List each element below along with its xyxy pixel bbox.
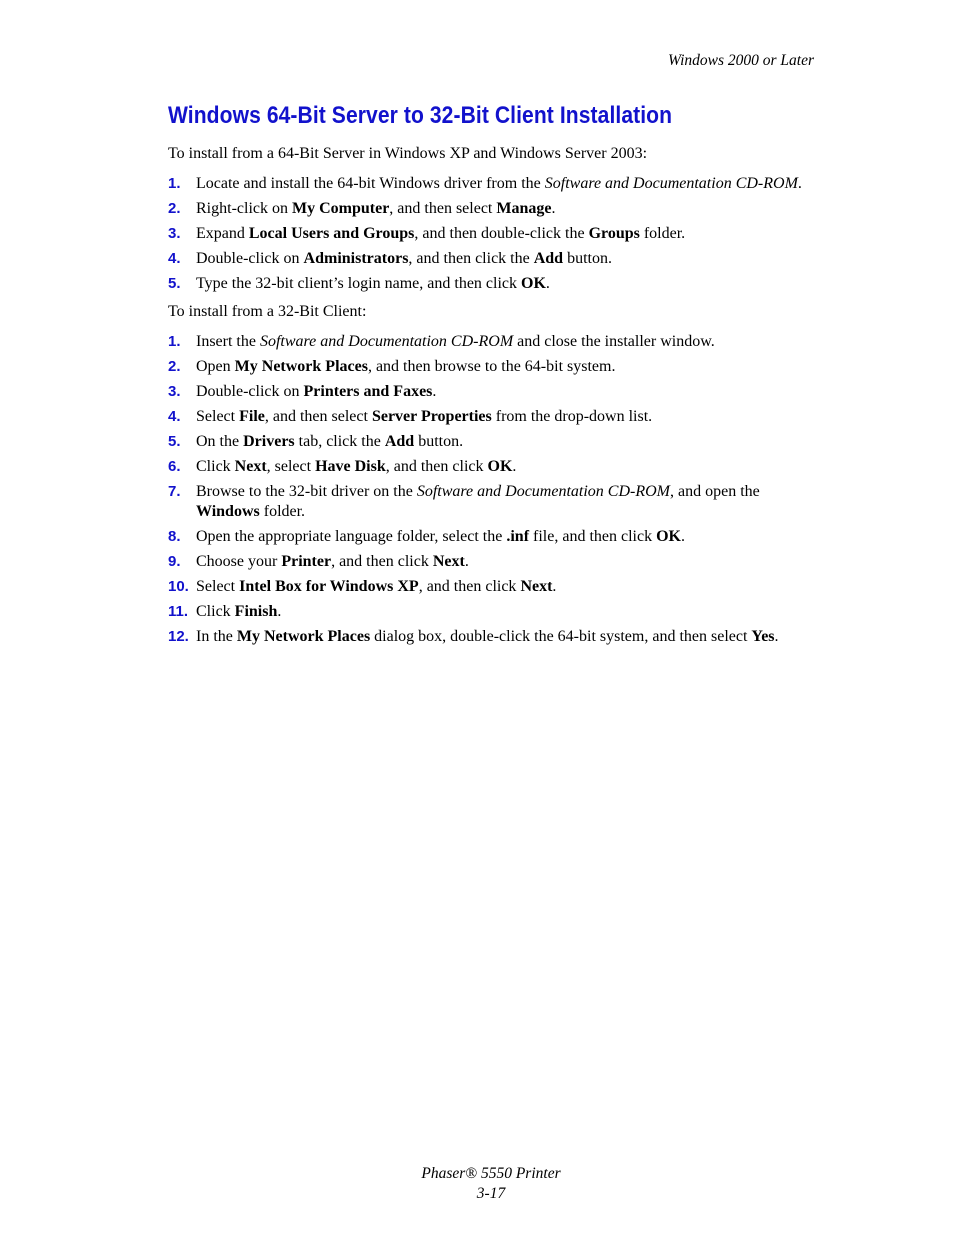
step-text: , and then click (418, 578, 521, 595)
step-number: 4. (168, 250, 181, 267)
bold-term: Yes (751, 628, 775, 645)
step-text: Expand (196, 225, 249, 242)
step-number: 3. (168, 225, 181, 242)
bold-term: Local Users and Groups (248, 225, 415, 242)
step-number: 10. (168, 578, 189, 595)
list-item (168, 382, 818, 402)
step-text: folder. (639, 225, 686, 242)
list-item (168, 274, 818, 294)
step-number: 12. (168, 628, 189, 645)
bold-term: My Network Places (234, 358, 368, 375)
step-text: Double-click on (196, 250, 304, 267)
client-intro: To install from a 32-Bit Client: (168, 303, 367, 320)
step-text: Select (196, 408, 240, 425)
step-text: . (797, 175, 802, 192)
step-number: 5. (168, 433, 181, 450)
list-item (168, 174, 818, 194)
list-item (168, 457, 818, 477)
step-number: 1. (168, 175, 181, 192)
list-item (168, 527, 818, 547)
bold-term: OK (521, 275, 546, 292)
step-text: from the drop-down list. (491, 408, 653, 425)
bold-term: OK (487, 458, 513, 475)
bold-term: Printer (281, 553, 332, 570)
step-number: 9. (168, 553, 181, 570)
step-text: . (551, 200, 556, 217)
bold-term: My Network Places (236, 628, 371, 645)
running-footer (0, 1164, 954, 1204)
step-text: , select (266, 458, 316, 475)
list-item (168, 199, 818, 219)
step-text: , and then double-click the (414, 225, 589, 242)
step-text: Type the 32-bit client’s login name, and then click (196, 275, 522, 292)
step-number: 11. (168, 603, 189, 620)
list-item (168, 332, 818, 352)
list-item (168, 357, 818, 377)
step-text: tab, click the (294, 433, 385, 450)
bold-term: Have Disk (315, 458, 386, 475)
step-text: Browse to the 32-bit driver on the (196, 483, 417, 500)
server-steps-list (168, 174, 818, 294)
bold-term: Server Properties (371, 408, 492, 425)
running-header: Windows 2000 or Later (668, 52, 814, 69)
bold-term: Printers and Faxes (303, 383, 433, 400)
step-text: Click (196, 603, 235, 620)
step-text: . (545, 275, 550, 292)
list-item (168, 577, 818, 597)
step-text: , and then click the (408, 250, 534, 267)
page-content (168, 102, 818, 655)
step-text: , and open the (670, 483, 760, 500)
bold-term: My Computer (291, 200, 390, 217)
step-number: 2. (168, 200, 181, 217)
step-text: . (464, 553, 469, 570)
bold-term: Windows (196, 503, 260, 520)
italic-term: Software and Documentation CD-ROM (416, 483, 670, 500)
step-number: 6. (168, 458, 181, 475)
section-title: Windows 64-Bit Server to 32-Bit Client Installation (168, 102, 673, 129)
step-text: Insert the (196, 333, 260, 350)
step-number: 7. (168, 483, 181, 500)
step-number: 2. (168, 358, 181, 375)
step-text: Open (196, 358, 235, 375)
step-text: , and then browse to the 64-bit system. (367, 358, 616, 375)
step-text: . (552, 578, 557, 595)
step-text: On the (196, 433, 244, 450)
step-text: button. (414, 433, 464, 450)
step-text: and close the installer window. (513, 333, 715, 350)
step-text: . (680, 528, 685, 545)
bold-term: OK (656, 528, 681, 545)
bold-term: Manage (496, 200, 552, 217)
bold-term: Add (384, 433, 415, 450)
bold-term: Intel Box for Windows XP (239, 578, 419, 595)
list-item (168, 249, 818, 269)
step-text: Open the appropriate language folder, select the (196, 528, 507, 545)
step-text: . (512, 458, 517, 475)
step-text: dialog box, double-click the 64-bit system, and then select (370, 628, 752, 645)
bold-term: Next (432, 553, 465, 570)
server-intro: To install from a 64-Bit Server in Windows XP and Windows Server 2003: (168, 145, 648, 162)
list-item (168, 407, 818, 427)
step-text: Locate and install the 64-bit Windows driver from the (196, 175, 545, 192)
step-text: In the (196, 628, 237, 645)
bold-term: Administrators (303, 250, 409, 267)
step-text: Choose your (196, 553, 282, 570)
footer-product: Phaser® 5550 Printer (421, 1165, 561, 1182)
list-item (168, 602, 818, 622)
list-item (168, 552, 818, 572)
bold-term: Add (533, 250, 564, 267)
step-text: Select (196, 578, 240, 595)
bold-term: .inf (506, 528, 530, 545)
step-number: 3. (168, 383, 181, 400)
step-text: , and then click (385, 458, 488, 475)
step-text: Double-click on (196, 383, 304, 400)
step-number: 5. (168, 275, 181, 292)
step-text: file, and then click (529, 528, 657, 545)
step-text: button. (563, 250, 612, 267)
step-text: . (277, 603, 282, 620)
italic-term: Software and Documentation CD-ROM (544, 175, 798, 192)
step-text: . (432, 383, 437, 400)
step-number: 4. (168, 408, 181, 425)
step-text: Right-click on (196, 200, 292, 217)
list-item (168, 627, 818, 647)
list-item (168, 482, 818, 522)
bold-term: Next (520, 578, 553, 595)
bold-term: Drivers (243, 433, 295, 450)
bold-term: Groups (588, 225, 640, 242)
step-text: , and then click (331, 553, 433, 570)
step-text: , and then select (389, 200, 497, 217)
bold-term: File (239, 408, 265, 425)
bold-term: Next (234, 458, 267, 475)
step-number: 8. (168, 528, 181, 545)
step-text: Click (196, 458, 235, 475)
step-number: 1. (168, 333, 181, 350)
step-text: , and then select (264, 408, 372, 425)
list-item (168, 224, 818, 244)
footer-page-number: 3-17 (476, 1185, 506, 1202)
client-steps-list (168, 332, 818, 647)
bold-term: Finish (234, 603, 278, 620)
list-item (168, 432, 818, 452)
italic-term: Software and Documentation CD-ROM (259, 333, 514, 350)
step-text: . (774, 628, 779, 645)
step-text: folder. (259, 503, 306, 520)
